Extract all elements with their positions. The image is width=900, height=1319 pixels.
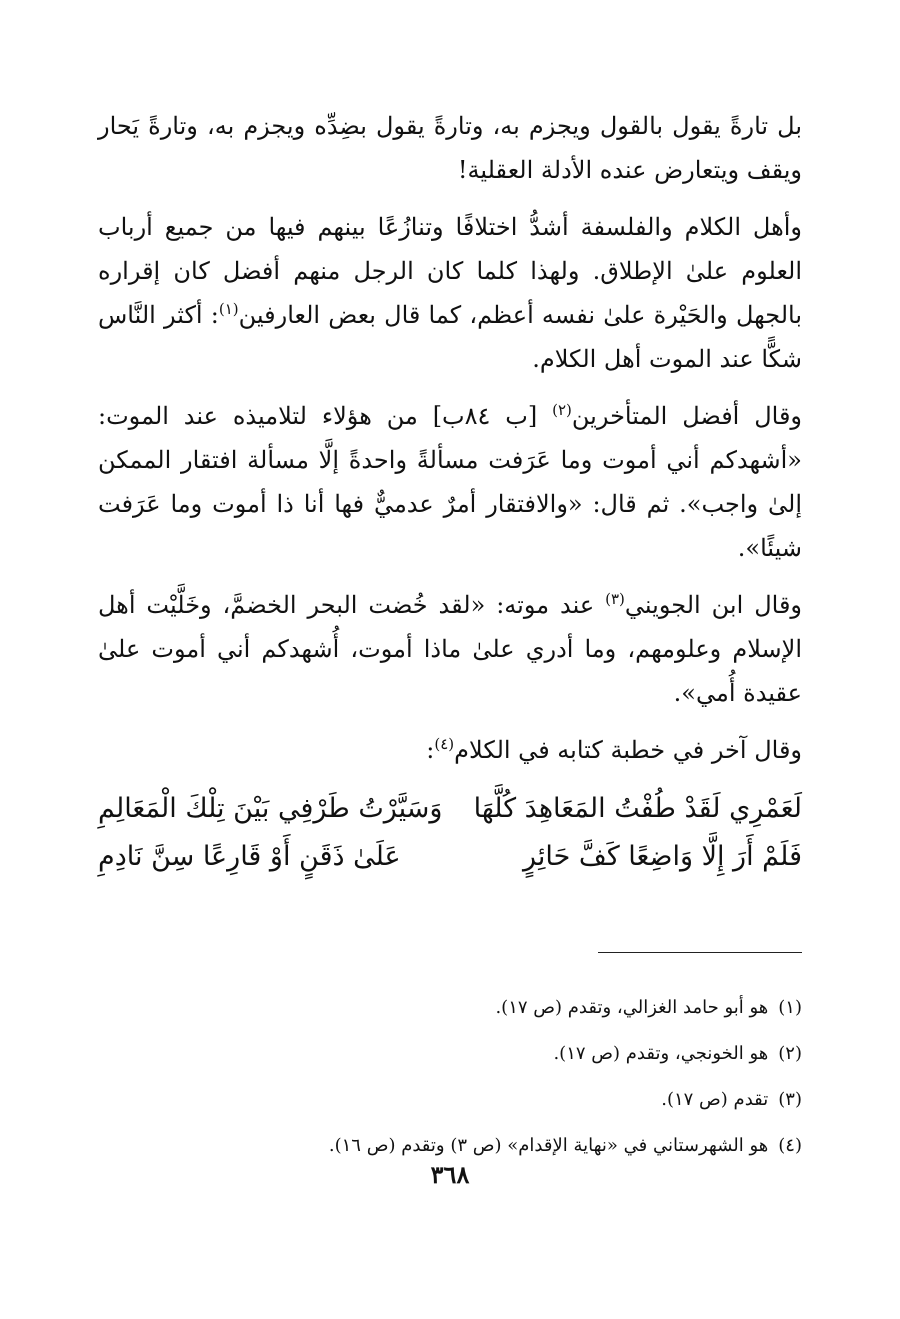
paragraph-3-text: وقال أفضل المتأخرين bbox=[571, 402, 803, 430]
paragraph-1-text: بل تارةً يقول بالقول ويجزم به، وتارةً يقول بضِدِّه ويجزم به، وتارةً يَحار ويقف ويتعارض عنده الأدلة العقلية! bbox=[98, 112, 802, 184]
footnote-ref-2[interactable]: (٢) bbox=[552, 401, 572, 419]
footnote-1-text: هو أبو حامد الغزالي، وتقدم (ص ١٧). bbox=[495, 997, 769, 1018]
footnote-3-text: تقدم (ص ١٧). bbox=[661, 1089, 769, 1110]
verse-1-first-hemistich: لَعَمْرِي لَقَدْ طُفْتُ المَعَاهِدَ كُلَّهَا bbox=[473, 793, 802, 824]
footnote-2-text: هو الخونجي، وتقدم (ص ١٧). bbox=[553, 1043, 769, 1064]
verse-2-second-hemistich: عَلَىٰ ذَقَنٍ أَوْ قَارِعًا سِنَّ نَادِمِ bbox=[98, 841, 401, 872]
paragraph-4-text: وقال ابن الجويني bbox=[624, 591, 803, 619]
footnote-3 bbox=[98, 1077, 802, 1123]
footnote-1 bbox=[98, 985, 802, 1031]
footnote-ref-1[interactable]: (١) bbox=[218, 300, 239, 318]
footnote-3-number: (٣) bbox=[778, 1089, 802, 1110]
verse-2-first-hemistich: فَلَمْ أَرَ إِلَّا وَاضِعًا كَفَّ حَائِرٍ bbox=[522, 841, 802, 872]
footnote-4-text: هو الشهرستاني في «نهاية الإقدام» (ص ٣) وتقدم (ص ١٦). bbox=[328, 1135, 769, 1156]
paragraph-3-tail: [ب ٨٤ب] من هؤلاء لتلاميذه عند الموت: «أشهدكم أني أموت وما عَرَفت مسألةً واحدةً إلَّا مسألة افتقار الممكن إلىٰ واجب». ثم قال: «والافتقار أمرٌ عدميٌّ فها أنا ذا أموت وما عَرَفت شيئًا». bbox=[98, 402, 802, 562]
footnote-1-number: (١) bbox=[778, 997, 802, 1018]
paragraph-4 bbox=[98, 583, 802, 715]
footnote-ref-4[interactable]: (٤) bbox=[434, 735, 455, 753]
main-text bbox=[98, 104, 802, 881]
paragraph-5-tail: : bbox=[426, 736, 435, 764]
paragraph-3 bbox=[98, 394, 802, 570]
verse-2 bbox=[98, 833, 802, 881]
footnotes bbox=[98, 985, 802, 1169]
footnote-2 bbox=[98, 1031, 802, 1077]
verse-1 bbox=[98, 785, 802, 833]
paragraph-5 bbox=[98, 728, 802, 772]
paragraph-2-text: وأهل الكلام والفلسفة أشدُّ اختلافًا وتنازُعًا بينهم فيها من جميع أرباب العلوم علىٰ الإطلاق. ولهذا كلما كان الرجل منهم أفضل كان إقراره بالجهل والحَيْرة علىٰ نفسه أعظم، كما قال بعض العارفين bbox=[98, 213, 802, 329]
paragraph-2 bbox=[98, 205, 802, 381]
footnote-divider bbox=[598, 952, 802, 953]
verse-1-second-hemistich: وَسَيَّرْتُ طَرْفِي بَيْنَ تِلْكَ الْمَعَالِمِ bbox=[98, 793, 443, 824]
footnote-2-number: (٢) bbox=[778, 1043, 802, 1064]
paragraph-4-tail: عند موته: «لقد خُضت البحر الخضمَّ، وخَلَّيْت أهل الإسلام وعلومهم، وما أدري علىٰ ماذا أموت، أُشهدكم أني أموت علىٰ عقيدة أُمي». bbox=[98, 591, 802, 707]
poem bbox=[98, 785, 802, 881]
paragraph-2-tail: : أكثر النَّاس شكًّا عند الموت أهل الكلام. bbox=[98, 301, 802, 373]
paragraph-5-text: وقال آخر في خطبة كتابه في الكلام bbox=[454, 736, 802, 764]
footnote-4-number: (٤) bbox=[778, 1135, 802, 1156]
paragraph-1 bbox=[98, 104, 802, 192]
page-number: ٣٦٨ bbox=[430, 1160, 470, 1189]
footnote-ref-3[interactable]: (٣) bbox=[605, 590, 625, 608]
